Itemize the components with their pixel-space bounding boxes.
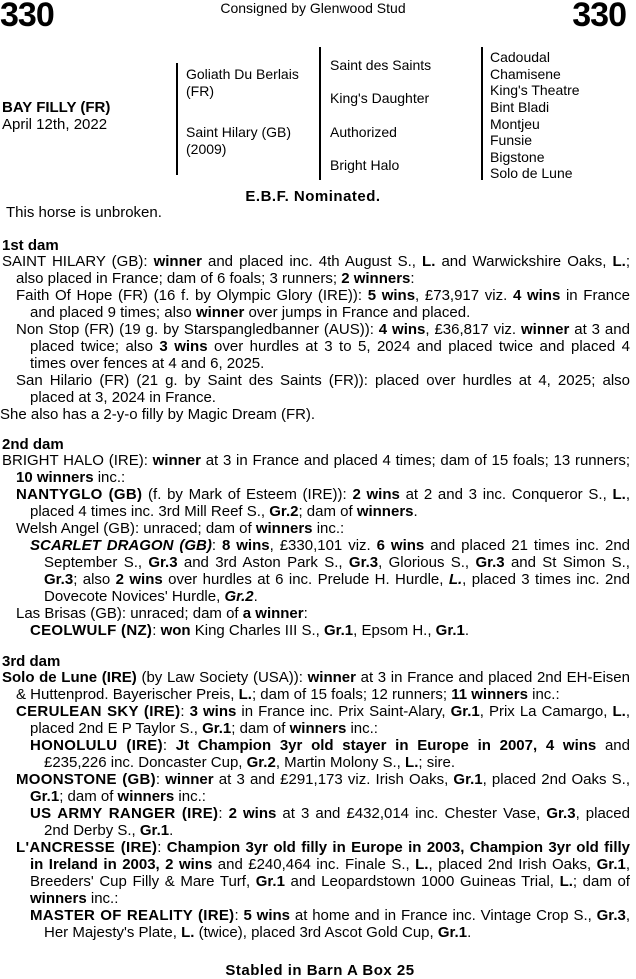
progeny-entry: Las Brisas (GB): unraced; dam of a winner: [16,605,308,622]
pedigree-gen3-8: Solo de Lune [490,165,573,181]
pedigree-gen3-2: Chamisene [490,66,561,82]
pedigree-gen3-5: Montjeu [490,116,540,132]
section-first-dam: 1st dam [2,237,59,254]
pedigree-gen2-2: King's Daughter [330,90,430,106]
pedigree-gen3-4: Bint Bladi [490,99,550,115]
progeny-entry: US ARMY RANGER (IRE): 2 wins at 3 and £432,014 inc. Chester Vase, Gr.3, placed 2nd Derby S., Gr.1. [30,805,630,839]
progeny-entry: CERULEAN SKY (IRE): 3 wins in France inc. Prix Saint-Alary, Gr.1, Prix La Camargo, L., placed 2nd E P Taylor S., Gr.1; dam of winners inc.: [16,703,630,737]
progeny-entry: CEOLWULF (NZ): won King Charles III S., Gr.1, Epsom H., Gr.1. [30,622,470,639]
pedigree-gen2-4: Bright Halo [330,157,400,173]
pedigree-gen3-1: Cadoudal [490,49,550,65]
pedigree-gen3-3: King's Theatre [490,82,580,98]
pedigree-gen2-1: Saint des Saints [330,57,432,73]
stabling-info: Stabled in Barn A Box 25 [225,962,415,979]
lot-number-right: 330 [572,0,626,34]
pedigree-bracket-1 [176,63,178,175]
pedigree-bracket-2 [319,47,321,180]
first-dam-block [0,253,630,423]
ebf-nomination: E.B.F. Nominated. [245,188,381,205]
second-dam-block [0,452,630,639]
progeny-entry: L'ANCRESSE (IRE): Champion 3yr old filly in Europe in 2003, Champion 3yr old filly in Ireland in 2003, 2 wins and £240,464 inc. Finale S., L., placed 2nd Irish Oaks, Gr.1, Breeders' Cup Filly & Mare Turf, Gr.1 and Leopardstown 1000 Guineas Trial, L.; dam of winners inc.: [16,839,630,907]
progeny-entry: NANTYGLO (GB) (f. by Mark of Esteem (IRE)): 2 wins at 2 and 3 inc. Conqueror S., L., placed 4 times inc. 3rd Mill Reef S., Gr.2; dam of winners. [16,486,630,520]
horse-description: BAY FILLY (FR) [2,99,111,116]
pedigree-gen3-6: Funsie [490,132,533,148]
consignor: Consigned by Glenwood Stud [220,0,406,16]
pedigree-dam: Saint Hilary (GB) [186,124,292,140]
progeny-entry: MOONSTONE (GB): winner at 3 and £291,173 viz. Irish Oaks, Gr.1, placed 2nd Oaks S., Gr.1; dam of winners inc.: [16,771,631,805]
second-dam-entry: BRIGHT HALO (IRE): winner at 3 in France and placed 4 times; dam of 15 foals; 13 runners; 10 winners inc.: [2,452,630,486]
progeny-note: She also has a 2-y-o filly by Magic Dream (FR). [0,406,316,423]
first-dam-entry: SAINT HILARY (GB): winner and placed inc. 4th August S., L. and Warwickshire Oaks, L.; also placed in France; dam of 6 foals; 3 runners; 2 winners: [2,253,630,287]
unbroken-note: This horse is unbroken. [6,204,162,221]
pedigree-sire: Goliath Du Berlais (FR) [186,66,299,99]
pedigree-dam-year: (2009) [186,141,227,157]
section-second-dam: 2nd dam [2,436,64,453]
progeny-entry: SCARLET DRAGON (GB): 8 wins, £330,101 viz. 6 wins and placed 21 times inc. 2nd September S., Gr.3 and 3rd Aston Park S., Gr.3, Glorious S., Gr.3 and St Simon S., Gr.3; also 2 wins over hurdles at 6 inc. Prelude H. Hurdle, L., placed 3 times inc. 2nd Dovecote Novices' Hurdle, Gr.2. [30,537,630,605]
progeny-entry: HONOLULU (IRE): Jt Champion 3yr old stayer in Europe in 2007, 4 wins and £235,226 inc. Doncaster Cup, Gr.2, Martin Molony S., L.; sire. [30,737,630,771]
lot-number-left: 330 [0,0,54,34]
progeny-entry: Welsh Angel (GB): unraced; dam of winners inc.: [16,520,345,537]
progeny-entry: Non Stop (FR) (19 g. by Starspangledbanner (AUS)): 4 wins, £36,817 viz. winner at 3 and placed twice; also 3 wins over hurdles at 3 to 5, 2024 and placed twice and placed 4 times over fences at 4 and 6, 2025. [16,321,630,372]
section-third-dam: 3rd dam [2,653,61,670]
pedigree-gen3-7: Bigstone [490,149,545,165]
progeny-entry: Faith Of Hope (FR) (16 f. by Olympic Glory (IRE)): 5 wins, £73,917 viz. 4 wins in France and placed 9 times; also winner over jumps in France and placed. [16,287,630,321]
third-dam-block [0,669,630,941]
foaling-date: April 12th, 2022 [2,116,108,133]
progeny-entry: MASTER OF REALITY (IRE): 5 wins at home and in France inc. Vintage Crop S., Gr.3, Her Majesty's Plate, L. (twice), placed 3rd Ascot Gold Cup, Gr.1. [30,907,630,941]
pedigree-gen2-3: Authorized [330,124,397,140]
third-dam-entry: Solo de Lune (IRE) (by Law Society (USA)): winner at 3 in France and placed 2nd EH-Eisen & Huttenprod. Bayerischer Preis, L.; dam of 15 foals; 12 runners; 11 winners inc.: [2,669,630,703]
pedigree-bracket-3 [481,47,483,180]
progeny-entry: San Hilario (FR) (21 g. by Saint des Saints (FR)): placed over hurdles at 4, 2025; also placed at 3, 2024 in France. [16,372,630,406]
